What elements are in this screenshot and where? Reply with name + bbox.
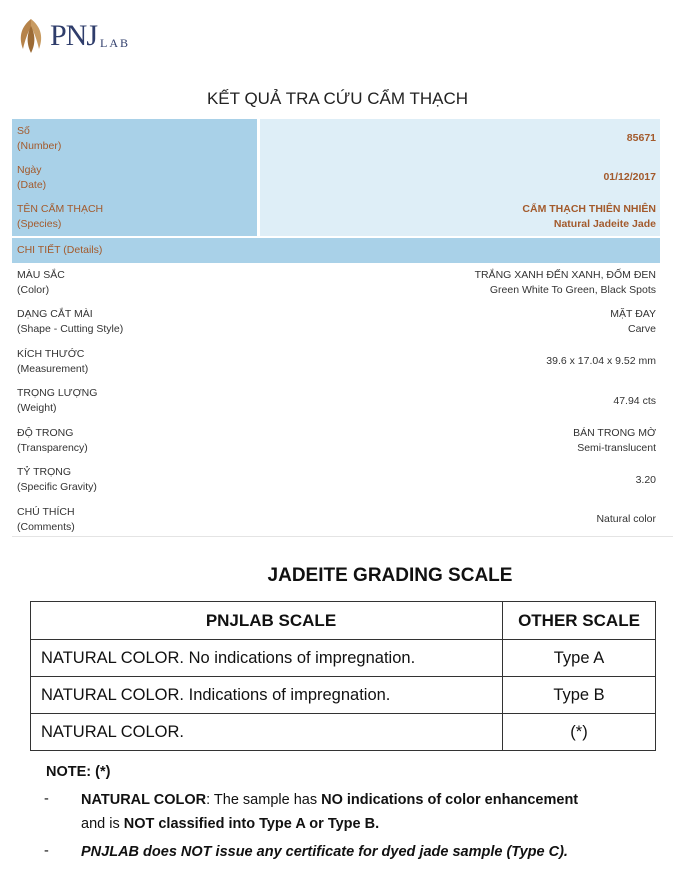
detail-value-en: Semi-translucent [577, 441, 656, 454]
bullet-mark: - [44, 791, 49, 807]
pnjlab-scale-header: PNJLAB SCALE [31, 602, 503, 640]
detail-value: BÁN TRONG MỜ [573, 426, 656, 439]
logo-lab-text: LAB [100, 36, 131, 50]
bullet-mark: - [44, 843, 49, 859]
detail-label-vi: MÀU SẮC [17, 268, 65, 281]
detail-label-en: (Comments) [17, 520, 75, 533]
detail-label-vi: KÍCH THƯỚC [17, 347, 85, 360]
detail-label-vi: CHÚ THÍCH [17, 505, 75, 518]
detail-label-en: (Measurement) [17, 362, 89, 375]
logo-pnj-text: PNJ [50, 19, 98, 52]
detail-label-vi: TỶ TRỌNG [17, 466, 72, 479]
details-header-row [12, 237, 660, 263]
detail-row-measurement [12, 342, 660, 382]
detail-row-gravity [12, 461, 660, 501]
detail-label-en: (Color) [17, 283, 50, 296]
pnjlab-scale-cell: NATURAL COLOR. No indications of impregnation. [31, 640, 503, 677]
grading-header-row [31, 602, 656, 640]
date-label-en: (Date) [17, 178, 47, 191]
detail-label-vi: DẠNG CẮT MÀI [17, 308, 93, 321]
detail-row-transparency [12, 421, 660, 461]
number-label-vi: Số [17, 124, 30, 137]
grading-row [31, 640, 656, 677]
number-row [12, 119, 660, 158]
species-value: CẨM THẠCH THIÊN NHIÊN [522, 202, 656, 215]
grading-row [31, 677, 656, 714]
number-value: 85671 [259, 119, 661, 158]
detail-label-en: (Weight) [17, 402, 57, 415]
details-header: CHI TIẾT (Details) [12, 237, 660, 263]
detail-label-en: (Transparency) [17, 441, 88, 454]
other-scale-cell: Type A [503, 640, 656, 677]
other-scale-header: OTHER SCALE [503, 602, 656, 640]
other-scale-cell: Type B [503, 677, 656, 714]
detail-value: MẶT ĐAY [610, 308, 656, 321]
date-label-vi: Ngày [17, 163, 42, 176]
detail-row-color [12, 263, 660, 303]
detail-value: Natural color [596, 513, 656, 526]
detail-value: TRẮNG XANH ĐẾN XANH, ĐỐM ĐEN [474, 268, 656, 281]
pnjlab-scale-cell: NATURAL COLOR. [31, 714, 503, 751]
detail-row-shape [12, 303, 660, 343]
detail-value-en: Green White To Green, Black Spots [489, 283, 656, 296]
detail-value-en: Carve [627, 323, 656, 336]
result-table [12, 119, 660, 540]
grading-row [31, 714, 656, 751]
pnj-lab-logo [14, 8, 130, 56]
species-value-en: Natural Jadeite Jade [553, 217, 656, 230]
pnj-leaf-icon [14, 16, 48, 56]
detail-value: 47.94 cts [613, 394, 656, 407]
detail-row-comments [12, 500, 660, 540]
detail-value: 3.20 [635, 473, 656, 486]
detail-value: 39.6 x 17.04 x 9.52 mm [546, 355, 656, 368]
grading-scale-table [30, 601, 656, 751]
species-row [12, 197, 660, 237]
note-heading: NOTE: (*) [46, 764, 111, 780]
pnjlab-scale-cell: NATURAL COLOR. Indications of impregnation. [31, 677, 503, 714]
grading-scale-title: JADEITE GRADING SCALE [267, 565, 513, 586]
note-item-1: NATURAL COLOR: The sample has NO indications of color enhancement and is NOT classified into Type A or Type B. [81, 792, 579, 832]
date-value: 01/12/2017 [259, 158, 661, 197]
note-item-2: PNJLAB does NOT issue any certificate for dyed jade sample (Type C). [81, 844, 568, 860]
detail-label-en: (Specific Gravity) [17, 481, 97, 494]
species-label-vi: TÊN CẨM THẠCH [17, 202, 104, 215]
section-divider [12, 536, 673, 537]
number-label-en: (Number) [17, 139, 62, 152]
date-row [12, 158, 660, 197]
detail-label-vi: TRỌNG LƯỢNG [17, 387, 98, 400]
detail-label-en: (Shape - Cutting Style) [17, 323, 124, 336]
detail-label-vi: ĐỘ TRONG [17, 426, 74, 439]
page-title: KẾT QUẢ TRA CỨU CẨM THẠCH [206, 89, 469, 108]
other-scale-cell: (*) [503, 714, 656, 751]
species-label-en: (Species) [17, 217, 62, 230]
detail-row-weight [12, 382, 660, 422]
